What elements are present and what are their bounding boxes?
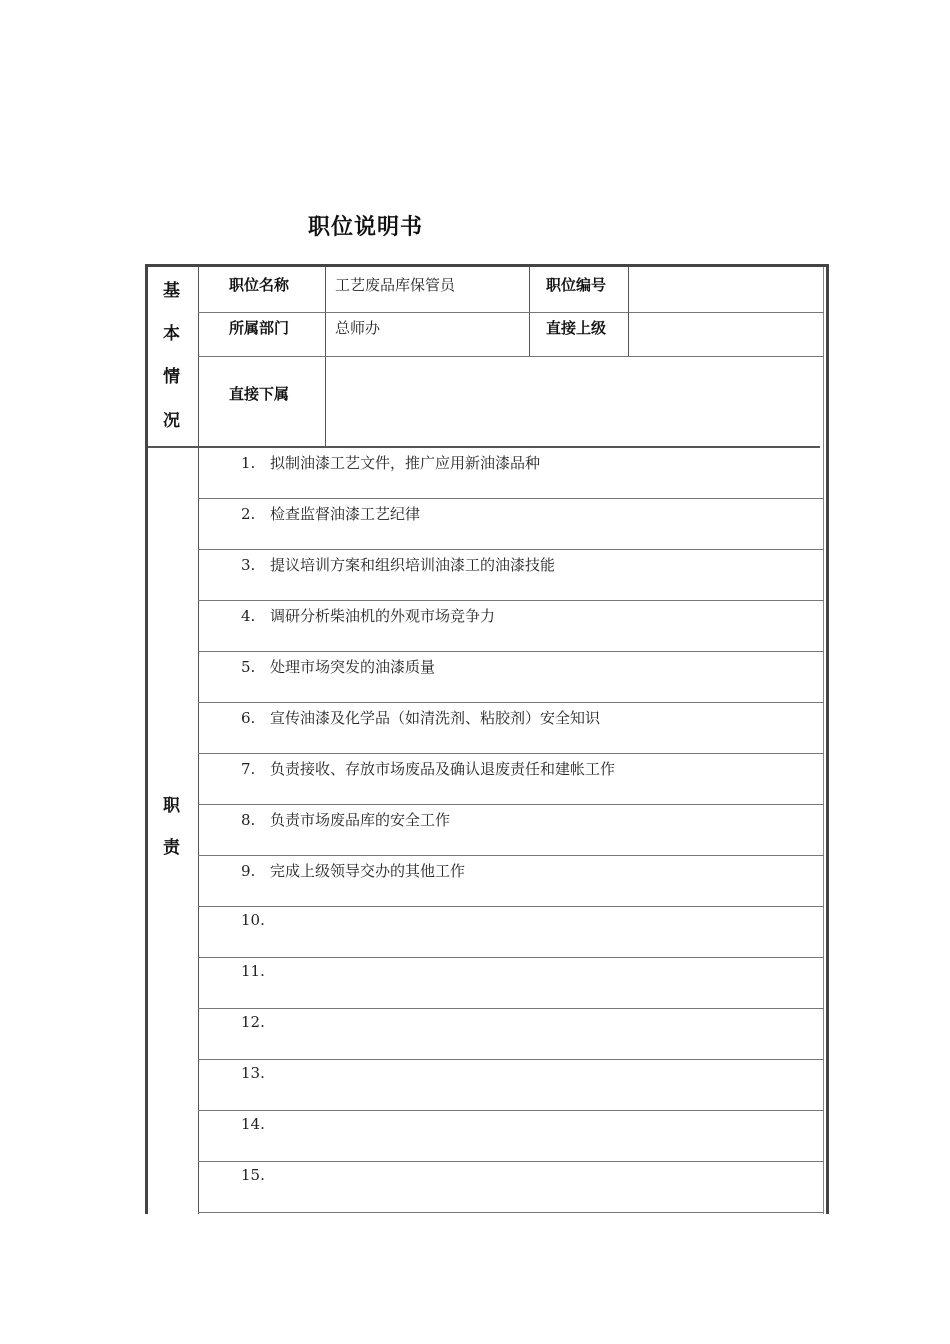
duty-item (241, 554, 555, 575)
duty-number: 7. (241, 760, 256, 778)
basic-info-label-char: 况 (163, 411, 180, 431)
duty-row-divider (198, 1110, 824, 1111)
section-divider (148, 446, 820, 448)
duties-label-char: 职 (163, 796, 180, 816)
duty-number: 10. (241, 911, 265, 929)
duty-number: 11. (241, 962, 265, 980)
duty-item (241, 605, 495, 626)
duties-label-char: 责 (163, 838, 180, 858)
duty-row-divider (198, 1212, 824, 1213)
duty-number: 2. (241, 505, 256, 523)
duty-text: 完成上级领导交办的其他工作 (270, 862, 466, 880)
duty-row-divider (198, 957, 824, 958)
duty-row-divider (198, 651, 824, 652)
duty-row-divider (198, 804, 824, 805)
duty-item (241, 809, 450, 830)
department-label: 所属部门 (229, 319, 290, 337)
duty-row-divider (198, 753, 824, 754)
duty-row-divider (198, 1008, 824, 1009)
subordinate-label: 直接下属 (229, 385, 290, 403)
duty-item (241, 911, 270, 929)
duty-item (241, 962, 270, 980)
duty-row-divider (198, 549, 824, 550)
duty-item (241, 452, 540, 473)
duty-text: 拟制油漆工艺文件，推广应用新油漆品种 (270, 454, 541, 472)
duty-item (241, 1064, 270, 1082)
duty-item (241, 1166, 270, 1184)
duty-number: 4. (241, 607, 256, 625)
duty-text: 提议培训方案和组织培训油漆工的油漆技能 (270, 556, 556, 574)
position-code-label: 职位编号 (546, 276, 607, 294)
basic-info-label-char: 基 (163, 281, 180, 301)
duty-number: 6. (241, 709, 256, 727)
row-divider-2 (198, 356, 824, 357)
duty-number: 15. (241, 1166, 265, 1184)
position-name-label: 职位名称 (229, 276, 290, 294)
duty-row-divider (198, 498, 824, 499)
duty-text: 检查监督油漆工艺纪律 (270, 505, 421, 523)
supervisor-label: 直接上级 (546, 319, 607, 337)
duty-number: 13. (241, 1064, 265, 1082)
duty-number: 14. (241, 1115, 265, 1133)
position-name-value: 工艺废品库保管员 (335, 276, 456, 294)
basic-info-label-char: 本 (163, 324, 180, 344)
duty-row-divider (198, 1161, 824, 1162)
department-value: 总师办 (335, 319, 381, 337)
duty-item (241, 656, 435, 677)
duty-item (241, 707, 600, 728)
duty-item (241, 1115, 270, 1133)
duty-text: 负责接收、存放市场废品及确认退废责任和建帐工作 (270, 760, 616, 778)
duty-text: 负责市场废品库的安全工作 (270, 811, 451, 829)
document-title: 职位说明书 (308, 215, 424, 240)
duty-row-divider (198, 702, 824, 703)
duty-number: 8. (241, 811, 256, 829)
duty-row-divider (198, 600, 824, 601)
duty-item (241, 503, 420, 524)
row-divider-1 (198, 312, 824, 313)
right-inner-border (823, 267, 824, 1214)
basic-info-label-char: 情 (163, 367, 180, 387)
duty-number: 9. (241, 862, 256, 880)
duty-number: 1. (241, 454, 256, 472)
label-value-divider (325, 267, 326, 447)
duty-row-divider (198, 1059, 824, 1060)
duty-number: 3. (241, 556, 256, 574)
duty-number: 12. (241, 1013, 265, 1031)
duty-row-divider (198, 855, 824, 856)
duty-text: 处理市场突发的油漆质量 (270, 658, 436, 676)
duty-text: 宣传油漆及化学品（如清洗剂、粘胶剂）安全知识 (270, 709, 601, 727)
duty-text: 调研分析柴油机的外观市场竞争力 (270, 607, 496, 625)
duty-item (241, 1013, 270, 1031)
duty-item (241, 860, 465, 881)
duty-row-divider (198, 906, 824, 907)
duty-item (241, 758, 615, 779)
duty-number: 5. (241, 658, 256, 676)
section-column-divider (198, 267, 199, 1214)
